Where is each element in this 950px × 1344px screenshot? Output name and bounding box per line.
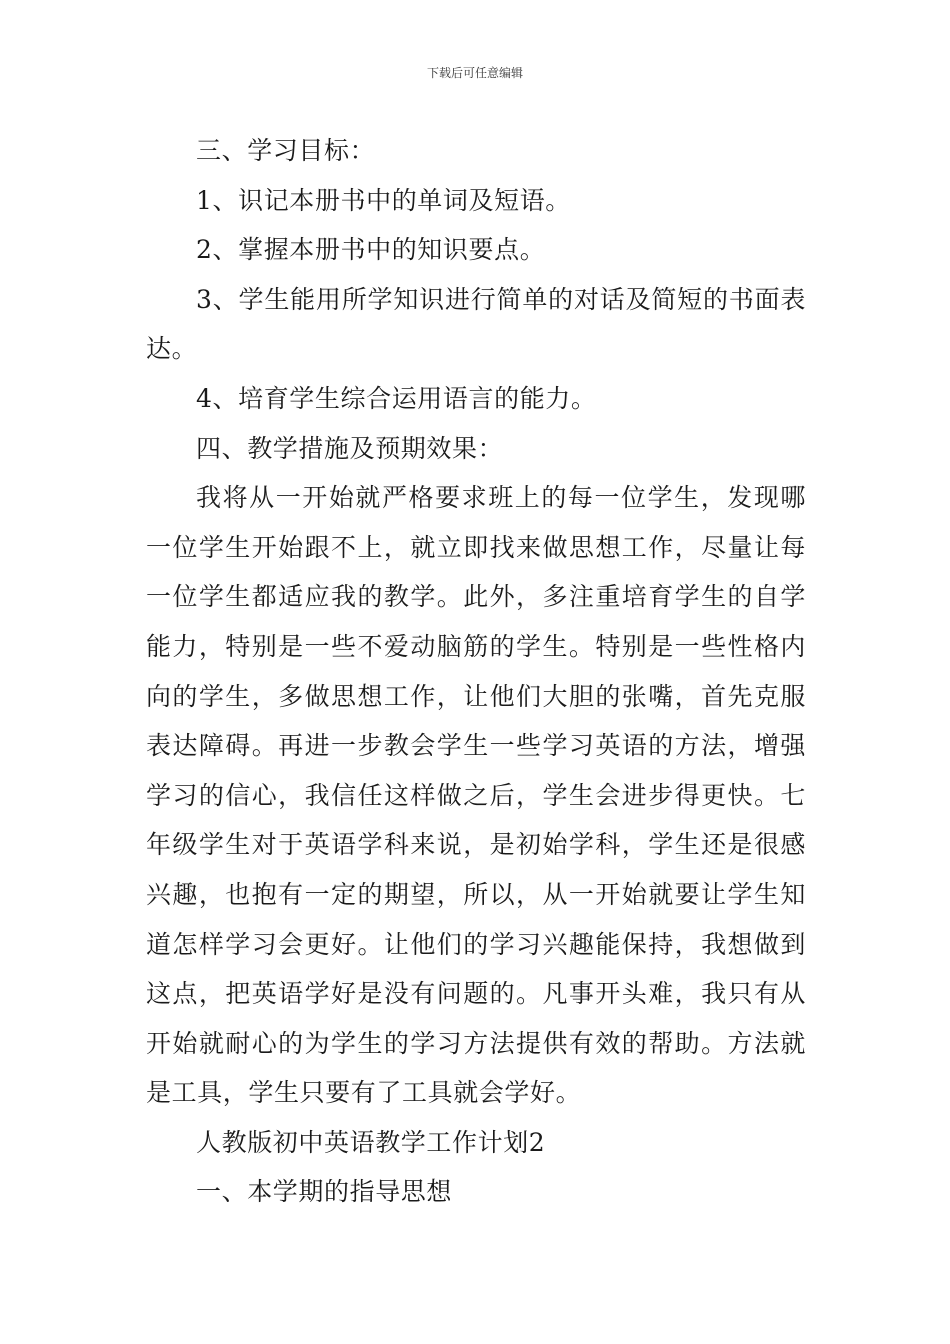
list-item: 1、识记本册书中的单词及短语。 [196, 185, 571, 215]
document-title: 人教版初中英语教学工作计划2 [196, 1127, 546, 1157]
list-item: 3、学生能用所学知识进行简单的对话及简短的书面表达。 [146, 284, 806, 364]
page-header: 下载后可任意编辑 [426, 66, 523, 80]
list-item: 2、掌握本册书中的知识要点。 [196, 235, 546, 265]
list-item: 4、培育学生综合运用语言的能力。 [196, 383, 597, 413]
section-heading: 三、学习目标： [196, 136, 376, 165]
section-heading: 四、教学措施及预期效果： [196, 433, 504, 463]
body-paragraph: 我将从一开始就严格要求班上的每一位学生，发现哪一位学生开始跟不上，就立即找来做思想工作，尽量让每一位学生都适应我的教学。此外，多注重培育学生的自学能力，特别是一些不爱动脑筋的学生。特别是一些性格内向的学生，多做思想工作，让他们大胆的张嘴，首先克服表达障碍。再进一步教会学生一些学习英语的方法，增强学习的信心，我信任这样做之后，学生会进步得更快。七年级学生对于英语学科来说，是初始学科，学生还是很感兴趣，也抱有一定的期望，所以，从一开始就要让学生知道怎样学习会更好。让他们的学习兴趣能保持，我想做到这点，把英语学好是没有问题的。凡事开头难，我只有从开始就耐心的为学生的学习方法提供有效的帮助。方法就是工具，学生只要有了工具就会学好。 [146, 483, 806, 1108]
section-heading: 一、本学期的指导思想 [196, 1177, 453, 1207]
document-body [146, 126, 806, 1217]
